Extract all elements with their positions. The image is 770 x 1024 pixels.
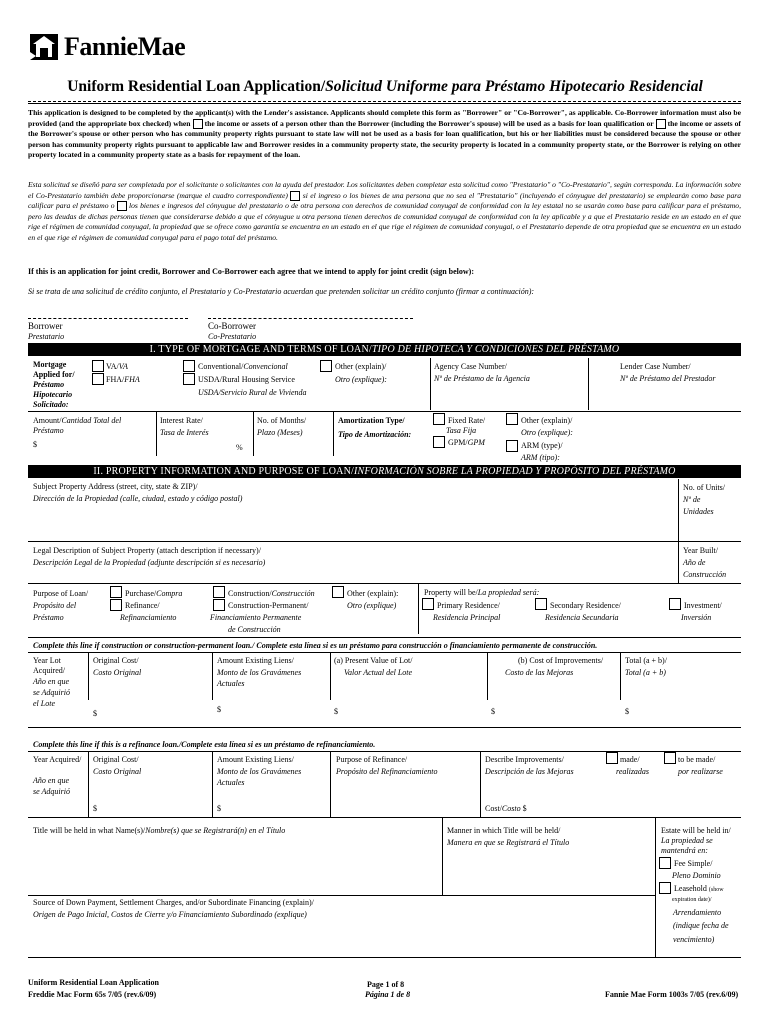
- year-built-label-es-2: Construcción: [683, 570, 727, 579]
- fixed-rate-label: Fixed Rate/: [448, 416, 486, 425]
- agency-case-number-label: Agency Case Number/: [434, 362, 507, 371]
- intro-english: This application is designed to be completed by the applicant(s) with the Lender's assistance. Applicants should complete this form as "Borrower" or "Co-Borrower", as applicable. Co-Borrower information must also be provided (and the appropriate box checked) when the income or assets of a person other than the Borrower (including the Borrower's spouse) will be used as a basis for loan qualification or the income or assets of the Borrower's spouse or other person who has community property rights pursuant to state law will not be used as a basis for loan qualification, but his or her liabilities must be considered because the spouse or other person has community property rights pursuant to applicable law and Borrower resides in a community property state, the security property is located in a community property state, or the Borrower is relying on other property located in a community property state as a basis for repayment of the loan.: [28, 108, 741, 160]
- purchase-checkbox[interactable]: [110, 586, 122, 598]
- secondary-residence-checkbox[interactable]: [535, 598, 547, 610]
- year-lot-acquired-es-2: se Adquirió: [33, 688, 70, 697]
- made-label-es: realizadas: [616, 767, 650, 776]
- other-amortization-checkbox[interactable]: [506, 413, 518, 425]
- existing-liens-label-es-1: Monto de los Gravámenes: [217, 668, 302, 677]
- construction-label: Construction/Construcción: [228, 589, 315, 598]
- interest-rate-label: Interest Rate/: [160, 416, 203, 425]
- refi-existing-liens-label-es-1: Monto de los Gravámenes: [217, 767, 302, 776]
- fha-checkbox[interactable]: [92, 373, 104, 385]
- estate-held-label: Estate will be held in/: [661, 826, 731, 835]
- property-will-be-label: Property will be/La propiedad será:: [424, 588, 540, 597]
- year-acquired-label: Year Acquired/: [33, 755, 82, 764]
- borrower-label-es: Prestatario: [28, 332, 65, 341]
- fixed-rate-label-es: Tasa Fija: [446, 426, 477, 435]
- months-label-es: Plazo (Meses): [257, 428, 303, 437]
- purchase-label: Purchase/Compra: [125, 589, 183, 598]
- primary-residence-checkbox[interactable]: [422, 598, 434, 610]
- other-loan-type-checkbox[interactable]: [320, 360, 332, 372]
- construction-permanent-label-es-1: Financiamiento Permanente: [210, 613, 302, 622]
- usda-checkbox[interactable]: [183, 373, 195, 385]
- other-purpose-label-es: Otro (explique): [347, 601, 397, 610]
- total-label: Total (a + b)/: [625, 656, 667, 665]
- amortization-type-label-es: Tipo de Amortización:: [338, 430, 412, 439]
- construction-permanent-label: Construction-Permanent/: [228, 601, 309, 610]
- cost-improvements-label: (b) Cost of Improvements/: [518, 656, 604, 665]
- footer-page-number: Page 1 of 8: [367, 980, 405, 989]
- section-1-header: I. TYPE OF MORTGAGE AND TERMS OF LOAN/TIPO DE HIPOTECA Y CONDICIONES DEL PRÉSTAMO: [28, 343, 741, 356]
- existing-liens-label: Amount Existing Liens/: [217, 656, 294, 665]
- arm-checkbox[interactable]: [506, 440, 518, 452]
- secondary-residence-label: Secondary Residence/: [550, 601, 621, 610]
- other-loan-type-label: Other (explain)/: [335, 362, 387, 371]
- other-amortization-label-es: Otro (explique):: [521, 428, 573, 437]
- va-checkbox[interactable]: [92, 360, 104, 372]
- legal-description-label: Legal Description of Subject Property (attach description if necessary)/: [33, 546, 261, 555]
- construction-line-instruction: Complete this line if construction or construction-permanent loan./ Complete esta línea si es un préstamo para construcción o financiamiento permanente de construcción.: [33, 641, 598, 650]
- subject-address-label: Subject Property Address (street, city, state & ZIP)/: [33, 482, 198, 491]
- joint-credit-es: Si se trata de una solicitud de crédito conjunto, el Prestatario y Co-Prestatario acuerdan que pretenden solicitar un crédito conjunto (firmar a continuación):: [28, 287, 535, 296]
- purpose-refinance-label: Purpose of Refinance/: [336, 755, 408, 764]
- title-rule-2: [28, 103, 741, 104]
- units-label: No. of Units/: [683, 483, 725, 492]
- arm-label-es: ARM (tipo):: [521, 453, 560, 462]
- estate-held-label-es-2: mantendrá en:: [661, 846, 708, 855]
- gpm-label: GPM/GPM: [448, 438, 485, 447]
- usda-label-es: USDA/Servicio Rural de Vivienda: [198, 388, 307, 397]
- refi-original-cost-dollar: $: [93, 804, 97, 813]
- cost-label: Cost/Costo $: [485, 804, 527, 813]
- page-title: Uniform Residential Loan Application/Solicitud Uniforme para Préstamo Hipotecario Residencial: [67, 78, 703, 95]
- investment-label: Investment/: [684, 601, 722, 610]
- footer-form-name: Uniform Residential Loan Application: [28, 978, 159, 987]
- investment-checkbox[interactable]: [669, 598, 681, 610]
- made-checkbox[interactable]: [606, 752, 618, 764]
- fee-simple-label: Fee Simple/: [674, 859, 713, 868]
- year-built-label: Year Built/: [683, 546, 718, 555]
- made-label: made/: [620, 755, 640, 764]
- footer-fannie-form: Fannie Mae Form 1003s 7/05 (rev.6/09): [605, 990, 739, 999]
- describe-improvements-label-es: Descripción de las Mejoras: [485, 767, 574, 776]
- refi-original-cost-label: Original Cost/: [93, 755, 139, 764]
- va-label: VA/VA: [106, 362, 128, 371]
- refinance-label: Refinance/: [125, 601, 160, 610]
- title-names-label: Title will be held in what Name(s)/Nombre(s) que se Registrará(n) en el Título: [33, 826, 286, 835]
- leasehold-label-es-3: vencimiento): [673, 935, 715, 944]
- borrower-label: Borrower: [28, 321, 63, 331]
- coborrower-label: Co-Borrower: [208, 321, 256, 331]
- gpm-checkbox[interactable]: [433, 436, 445, 448]
- present-value-dollar: $: [334, 707, 338, 716]
- legal-description-label-es: Descripción Legal de la Propiedad (adjunte descripción si es necesario): [33, 558, 266, 567]
- construction-permanent-checkbox[interactable]: [213, 599, 225, 611]
- present-value-lot-label-es: Valor Actual del Lote: [344, 668, 413, 677]
- house-logo-icon: [28, 30, 60, 62]
- year-lot-acquired-label: Year Lot Acquired/: [33, 656, 65, 675]
- coborrower-signature-line[interactable]: [208, 318, 413, 319]
- primary-residence-label-es: Residencia Principal: [433, 613, 501, 622]
- fannie-mae-logo: [28, 28, 186, 68]
- manner-title-label: Manner in which Title will be held/: [447, 826, 561, 835]
- secondary-residence-label-es: Residencia Secundaria: [545, 613, 619, 622]
- source-down-payment-label: Source of Down Payment, Settlement Charges, and/or Subordinate Financing (explain)/: [33, 898, 314, 907]
- fixed-rate-checkbox[interactable]: [433, 413, 445, 425]
- refinance-label-es: Refinanciamiento: [120, 613, 177, 622]
- estate-held-label-es-1: La propiedad se: [661, 836, 713, 845]
- loan-amount-label: Amount/Cantidad Total del Préstamo: [33, 416, 122, 435]
- refi-existing-liens-label: Amount Existing Liens/: [217, 755, 294, 764]
- year-acquired-es-1: Año en que: [33, 776, 69, 785]
- construction-permanent-label-es-2: de Construcción: [228, 625, 281, 634]
- existing-liens-dollar: $: [217, 705, 221, 714]
- footer-page-number-es: Página 1 de 8: [365, 990, 411, 999]
- refinance-line-instruction: Complete this line if this is a refinance loan./Complete esta línea si es un préstamo de refinanciamiento.: [33, 740, 376, 749]
- purpose-of-loan-label: Purpose of Loan/: [33, 589, 89, 598]
- joint-credit-en: If this is an application for joint credit, Borrower and Co-Borrower each agree that we intend to apply for joint credit (sign below):: [28, 267, 474, 276]
- units-label-es-2: Unidades: [683, 507, 714, 516]
- refi-existing-liens-dollar: $: [217, 804, 221, 813]
- title-rule: [28, 101, 741, 102]
- usda-label: USDA/Rural Housing Service: [198, 375, 295, 384]
- year-built-label-es-1: Año de: [683, 558, 706, 567]
- existing-liens-label-es-2: Actuales: [217, 679, 245, 688]
- spouse-liability-checkbox[interactable]: [656, 119, 666, 129]
- other-loan-type-label-es: Otro (explique):: [335, 375, 387, 384]
- mortgage-applied-label: Mortgage Applied for/ Préstamo Hipotecario Solicitado:: [33, 360, 75, 409]
- describe-improvements-label: Describe Improvements/: [485, 755, 564, 764]
- leasehold-label-es-2: (indique fecha de: [673, 921, 729, 930]
- manner-title-label-es: Manera en que se Registrará el Título: [447, 838, 570, 847]
- cost-improvements-dollar: $: [491, 707, 495, 716]
- loan-amount-dollar: $: [33, 440, 37, 449]
- arm-label: ARM (type)/: [521, 441, 563, 450]
- lender-case-number-label-es: Nº de Préstamo del Prestador: [620, 374, 716, 383]
- leasehold-label-es-1: Arrendamiento: [673, 908, 722, 917]
- coborrower-income-checkbox-es[interactable]: [290, 191, 300, 201]
- refinance-checkbox[interactable]: [110, 599, 122, 611]
- other-amortization-label: Other (explain)/: [521, 416, 573, 425]
- source-down-payment-label-es: Origen de Pago Inicial, Costos de Cierre y/o Financiamiento Subordinado (explique): [33, 910, 307, 919]
- purpose-of-loan-label-es-1: Propósito del: [33, 601, 77, 610]
- total-label-es: Total (a + b): [625, 668, 666, 677]
- fee-simple-checkbox[interactable]: [659, 857, 671, 869]
- refi-existing-liens-label-es-2: Actuales: [217, 778, 245, 787]
- lender-case-number-label: Lender Case Number/: [620, 362, 691, 371]
- leasehold-label: Leasehold (show: [674, 884, 724, 893]
- other-purpose-checkbox[interactable]: [332, 586, 344, 598]
- investment-label-es: Inversión: [681, 613, 712, 622]
- original-cost-dollar: $: [93, 709, 97, 718]
- fee-simple-label-es: Pleno Dominio: [672, 871, 721, 880]
- primary-residence-label: Primary Residence/: [437, 601, 500, 610]
- subject-address-label-es: Dirección de la Propiedad (calle, ciudad, estado y código postal): [33, 494, 243, 503]
- units-label-es-1: Nº de: [683, 495, 701, 504]
- conventional-label: Conventional/Convencional: [198, 362, 288, 371]
- intro-spanish: Esta solicitud se diseñó para ser completada por el solicitante o solicitantes con la ayuda del prestador. Los solicitantes deben completar esta solicitud como "Prestatario" o "Co-Prestatario", según corresponda. La información sobre el Co-Prestatario también debe proporcionarse (marque el cuadro correspondiente) si el ingreso o los bienes de una persona que no sea el "Prestatario" (incluyendo el cónyugue del prestatario) se emplearán como base para calificar para el préstamo o los bienes e ingresos del cónyugue del prestatario o de otra persona con derechos de comunidad conyugal de conformidad con la ley estatal no se usarán como base para calificar para el préstamo, pero las deudas de dichas personas tienen que considerarse debido a que el cónyugue u otra persona tienen derechos de comunidad conyugal de conformidad con la ley aplicable y a que el Prestatario reside en un estado en el que rige el régimen de comunidad conyugal, la propiedad que se ofrece como garantía se encuentra en un estado en el que rige el régimen de comunidad conyugal, o el Prestatario depende de otra propiedad que se encuentra en un estado en el que rige el régimen de comunidad conyugal para el pago total del préstamo.: [28, 180, 741, 242]
- fha-label: FHA/FHA: [106, 375, 140, 384]
- to-be-made-label-es: por realizarse: [678, 767, 723, 776]
- original-cost-label-es: Costo Original: [93, 668, 142, 677]
- purpose-refinance-label-es: Propósito del Refinanciamiento: [336, 767, 438, 776]
- agency-case-number-label-es: Nº de Préstamo de la Agencia: [434, 374, 530, 383]
- other-purpose-label: Other (explain):: [347, 589, 399, 598]
- total-dollar: $: [625, 707, 629, 716]
- months-label: No. of Months/: [257, 416, 307, 425]
- borrower-signature-line[interactable]: [28, 318, 188, 319]
- to-be-made-checkbox[interactable]: [664, 752, 676, 764]
- interest-rate-percent: %: [236, 443, 243, 452]
- refi-original-cost-label-es: Costo Original: [93, 767, 142, 776]
- purpose-of-loan-label-es-2: Préstamo: [33, 613, 64, 622]
- spouse-liability-checkbox-es[interactable]: [117, 201, 127, 211]
- construction-checkbox[interactable]: [213, 586, 225, 598]
- coborrower-income-checkbox[interactable]: [193, 119, 203, 129]
- present-value-lot-label: (a) Present Value of Lot/: [334, 656, 413, 665]
- original-cost-label: Original Cost/: [93, 656, 139, 665]
- leasehold-checkbox[interactable]: [659, 882, 671, 894]
- footer-freddie-form: Freddie Mac Form 65s 7/05 (rev.6/09): [28, 990, 157, 999]
- cost-improvements-label-es: Costo de las Mejoras: [505, 668, 574, 677]
- conventional-checkbox[interactable]: [183, 360, 195, 372]
- section-2-header: II. PROPERTY INFORMATION AND PURPOSE OF LOAN/INFORMACIÓN SOBRE LA PROPIEDAD Y PROPÓSITO DEL PRÉSTAMO: [28, 465, 741, 478]
- coborrower-label-es: Co-Prestatario: [208, 332, 257, 341]
- year-acquired-es-2: se Adquirió: [33, 787, 70, 796]
- interest-rate-label-es: Tasa de Interés: [160, 428, 209, 437]
- logo-wordmark: FannieMae: [64, 32, 186, 61]
- amortization-type-label: Amortization Type/: [338, 416, 405, 425]
- year-lot-acquired-es-3: el Lote: [33, 699, 55, 708]
- to-be-made-label: to be made/: [678, 755, 716, 764]
- leasehold-note: expiration date)/: [672, 897, 712, 903]
- year-lot-acquired-es-1: Año en que: [33, 677, 69, 686]
